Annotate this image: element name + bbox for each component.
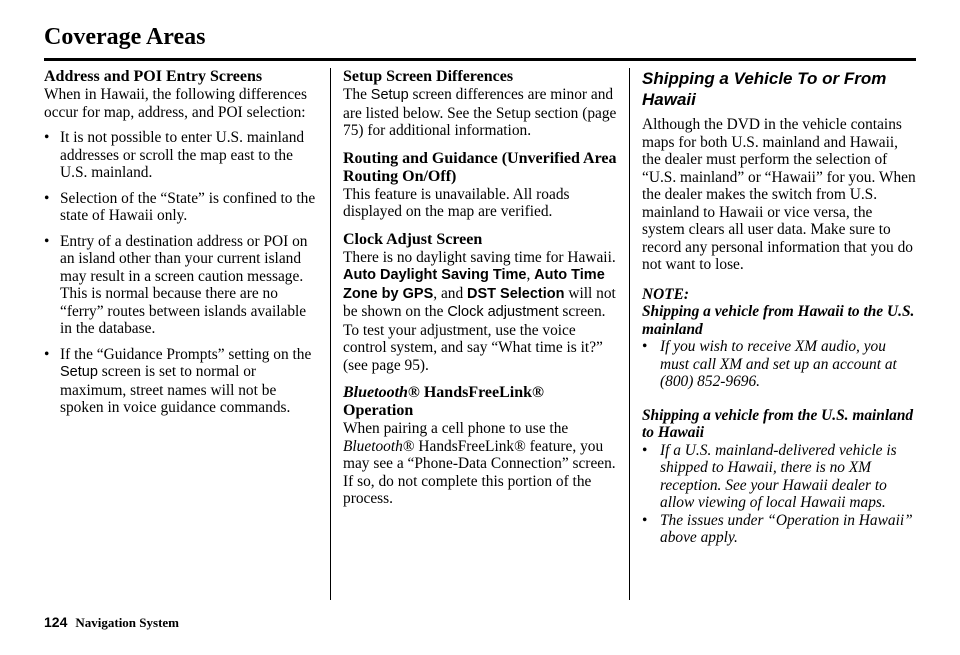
ui-term: Auto Daylight Saving Time — [343, 267, 527, 283]
section-heading-routing: Routing and Guidance (Unverified Area Routing On/Off) — [343, 149, 617, 185]
section-body: This feature is unavailable. All roads displayed on the map are verified. — [343, 185, 570, 220]
bullet-list — [44, 129, 318, 417]
section-heading-bluetooth: Bluetooth® HandsFreeLink® Operation — [343, 384, 544, 419]
note-bullet-list — [642, 442, 917, 547]
ui-term: DST Selection — [467, 285, 565, 302]
note-subheading: Shipping a vehicle from the U.S. mainland to Hawaii — [642, 406, 914, 441]
page-title: Coverage Areas — [44, 24, 206, 50]
section-body: There is no daylight saving time for Hawaii. Auto Daylight Saving Time, Auto Time Zone by GPS, and DST Selection will not be shown on the Clock adjustment screen. To test your adjustment, use the voice control system, and say “What time is it?” (see page 95). — [343, 248, 616, 374]
section-heading-clock: Clock Adjust Screen — [343, 230, 483, 248]
column-middle — [343, 68, 618, 508]
list-item: • Selection of the “State” is confined to the state of Hawaii only. — [44, 190, 318, 225]
section-intro: When in Hawaii, the following differences occur for map, address, and POI selection: — [44, 86, 307, 121]
note-bullet-list — [642, 338, 917, 391]
footer-label: Navigation System — [75, 615, 179, 630]
list-item: • It is not possible to enter U.S. mainland addresses or scroll the map east to the U.S. mainland. — [44, 129, 318, 182]
note-subheading: Shipping a vehicle from Hawaii to the U.S. mainland — [642, 303, 915, 338]
ui-term-setup: Setup — [370, 87, 409, 103]
title-rule — [44, 58, 916, 61]
list-item: • If the “Guidance Prompts” setting on the Setup screen is set to normal or maximum, street names will not be spoken in voice guidance commands. — [44, 346, 318, 417]
ui-term-setup: Setup — [60, 364, 98, 380]
column-right — [642, 68, 917, 547]
section-heading-setup: Setup Screen Differences — [343, 68, 514, 85]
ui-term: Clock adjustment — [447, 304, 559, 320]
section-body: When pairing a cell phone to use the Bluetooth® HandsFreeLink® feature, you may see a “Phone-Data Connection” screen. If so, do not complete this portion of the process. — [343, 420, 616, 507]
column-left — [44, 68, 318, 425]
section-heading-address-poi: Address and POI Entry Screens — [44, 68, 263, 85]
section-heading-shipping: Shipping a Vehicle To or From Hawaii — [642, 69, 887, 109]
page-footer — [44, 614, 179, 632]
column-divider — [629, 68, 630, 600]
list-item: • If a U.S. mainland-delivered vehicle is shipped to Hawaii, there is no XM reception. See your Hawaii dealer to allow viewing of local Hawaii maps. — [642, 442, 917, 512]
column-divider — [330, 68, 331, 600]
ui-term: Auto Time Zone by GPS — [343, 267, 605, 302]
note-label: NOTE: — [642, 285, 690, 303]
page-number: 124 — [44, 614, 68, 630]
list-item: • Entry of a destination address or POI on an island other than your current island may result in a screen caution message. This is normal because there are no “ferry” routes between islands available in the database. — [44, 233, 318, 338]
list-item: • The issues under “Operation in Hawaii” above apply. — [642, 512, 917, 547]
section-body: The Setup screen differences are minor and are listed below. See the Setup section (page 75) for additional information. — [343, 86, 617, 139]
section-body: Although the DVD in the vehicle contains maps for both U.S. mainland and Hawaii, the dealer must perform the selection of “U.S. mainland” or “Hawaii” for you. When the dealer makes the switch from U.S. mainland to Hawaii or vice versa, the system clears all user data. Make sure to record any personal information that you do not want to lose. — [642, 116, 916, 273]
list-item: • If you wish to receive XM audio, you must call XM and set up an account at (800) 852-9696. — [642, 338, 917, 391]
